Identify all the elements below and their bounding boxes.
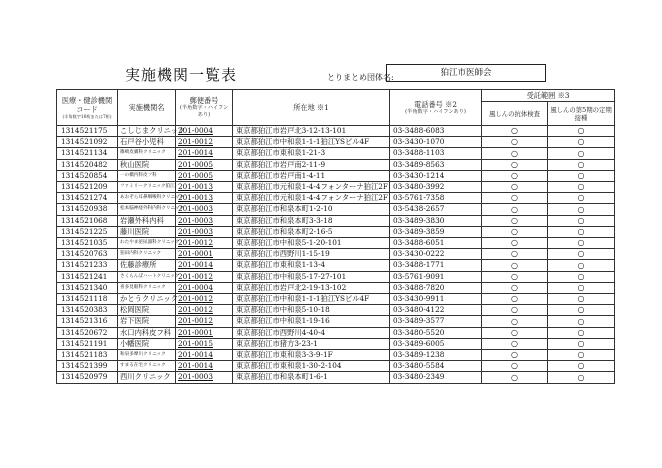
header-zip bbox=[176, 90, 233, 126]
address: 東京都狛江市東和泉1-13-4 bbox=[233, 260, 390, 271]
postal-code: 201-0014 bbox=[176, 350, 233, 361]
address: 東京都狛江市和泉本町3-3-18 bbox=[233, 215, 390, 226]
address: 東京都狛江市西野川4-40-4 bbox=[233, 327, 390, 338]
code: 1314521274 bbox=[57, 193, 118, 204]
address: 東京都狛江市西野川1-15-19 bbox=[233, 249, 390, 260]
table-row bbox=[57, 182, 615, 193]
table-row bbox=[57, 350, 615, 361]
phone-number: 03-3488-1103 bbox=[390, 148, 482, 159]
vaccination-mark: ○ bbox=[548, 361, 615, 372]
address: 東京都狛江市中和泉5-1-20-101 bbox=[233, 238, 390, 249]
table-row bbox=[57, 137, 615, 148]
postal-code: 201-0004 bbox=[176, 282, 233, 293]
vaccination-mark: ○ bbox=[548, 193, 615, 204]
table-row bbox=[57, 271, 615, 282]
table-row bbox=[57, 260, 615, 271]
address: 東京都狛江市猪方3-23-1 bbox=[233, 338, 390, 349]
table-row bbox=[57, 159, 615, 170]
antibody-test-mark: ○ bbox=[482, 327, 548, 338]
header-zip-label: 郵便番号 bbox=[189, 96, 219, 105]
phone-number: 03-3489-6005 bbox=[390, 338, 482, 349]
institution-name: かとうクリニック bbox=[118, 294, 176, 305]
postal-code: 201-0004 bbox=[176, 126, 233, 137]
institution-name: 一の橋内科皮フ科 bbox=[118, 170, 176, 181]
vaccination-mark: ○ bbox=[548, 327, 615, 338]
address: 東京都狛江市東和泉1-30-2-104 bbox=[233, 361, 390, 372]
vaccination-mark: ○ bbox=[548, 249, 615, 260]
address: 東京都狛江市岩戸南2-11-9 bbox=[233, 159, 390, 170]
antibody-test-mark: ○ bbox=[482, 126, 548, 137]
institution-name: 松岡医院 bbox=[118, 305, 176, 316]
postal-code: 201-0012 bbox=[176, 238, 233, 249]
phone-number: 03-3488-1771 bbox=[390, 260, 482, 271]
phone-number: 03-3480-4122 bbox=[390, 305, 482, 316]
vaccination-mark: ○ bbox=[548, 126, 615, 137]
table-row bbox=[57, 305, 615, 316]
address: 東京都狛江市中和泉5-17-27-101 bbox=[233, 271, 390, 282]
address: 東京都狛江市岩戸北3-12-13-101 bbox=[233, 126, 390, 137]
phone-number: 03-3488-7820 bbox=[390, 282, 482, 293]
postal-code: 201-0003 bbox=[176, 215, 233, 226]
antibody-test-mark: ○ bbox=[482, 316, 548, 327]
institution-name: 喜多見眼科クリニック bbox=[118, 282, 176, 293]
phone-number: 03-5761-9091 bbox=[390, 271, 482, 282]
address: 東京都狛江市東和泉1-21-3 bbox=[233, 148, 390, 159]
vaccination-mark: ○ bbox=[548, 204, 615, 215]
postal-code: 201-0003 bbox=[176, 226, 233, 237]
phone-number: 03-3430-1070 bbox=[390, 137, 482, 148]
table-row bbox=[57, 126, 615, 137]
postal-code: 201-0014 bbox=[176, 148, 233, 159]
vaccination-mark: ○ bbox=[548, 338, 615, 349]
code: 1314521035 bbox=[57, 238, 118, 249]
institution-name: 西川クリニック bbox=[118, 372, 176, 383]
vaccination-mark: ○ bbox=[548, 182, 615, 193]
postal-code: 201-0013 bbox=[176, 182, 233, 193]
table-row bbox=[57, 361, 615, 372]
code: 1314521340 bbox=[57, 282, 118, 293]
table-row bbox=[57, 170, 615, 181]
header-name: 実施機関名 bbox=[118, 90, 176, 126]
antibody-test-mark: ○ bbox=[482, 238, 548, 249]
code: 1314520979 bbox=[57, 372, 118, 383]
vaccination-mark: ○ bbox=[548, 305, 615, 316]
header-tel-note: (半角数字・ハイフンあり) bbox=[405, 108, 466, 115]
postal-code: 201-0012 bbox=[176, 305, 233, 316]
code: 1314521118 bbox=[57, 294, 118, 305]
address: 東京都狛江市岩戸北2-19-13-102 bbox=[233, 282, 390, 293]
code: 1314521399 bbox=[57, 361, 118, 372]
phone-number: 03-3480-5584 bbox=[390, 361, 482, 372]
header-code-note: (半角数字10桁または7桁) bbox=[62, 114, 112, 119]
table-row bbox=[57, 338, 615, 349]
antibody-test-mark: ○ bbox=[482, 305, 548, 316]
address: 東京都狛江市元和泉1-4-4フォンターナ狛江2F bbox=[233, 182, 390, 193]
institution-name: こしじまクリニック bbox=[118, 126, 176, 137]
postal-code: 201-0005 bbox=[176, 159, 233, 170]
phone-number: 03-3489-1238 bbox=[390, 350, 482, 361]
table-row bbox=[57, 327, 615, 338]
antibody-test-mark: ○ bbox=[482, 372, 548, 383]
phone-number: 03-3489-8563 bbox=[390, 159, 482, 170]
antibody-test-mark: ○ bbox=[482, 260, 548, 271]
phone-number: 03-3430-1214 bbox=[390, 170, 482, 181]
phone-number: 03-3430-0222 bbox=[390, 249, 482, 260]
phone-number: 03-3489-3859 bbox=[390, 226, 482, 237]
code: 1314521209 bbox=[57, 182, 118, 193]
address: 東京都狛江市和泉本町1-2-10 bbox=[233, 204, 390, 215]
antibody-test-mark: ○ bbox=[482, 137, 548, 148]
vaccination-mark: ○ bbox=[548, 260, 615, 271]
address: 東京都狛江市中和泉1-1-1狛江YSビル4F bbox=[233, 137, 390, 148]
institution-name: さくらんぼハートクリニック bbox=[118, 271, 176, 282]
phone-number: 03-5761-7358 bbox=[390, 193, 482, 204]
antibody-test-mark: ○ bbox=[482, 215, 548, 226]
institution-name: 岩瀬外科内科 bbox=[118, 215, 176, 226]
antibody-test-mark: ○ bbox=[482, 148, 548, 159]
postal-code: 201-0003 bbox=[176, 372, 233, 383]
phone-number: 03-3488-6083 bbox=[390, 126, 482, 137]
phone-number: 03-3480-5520 bbox=[390, 327, 482, 338]
institution-table bbox=[56, 89, 615, 384]
vaccination-mark: ○ bbox=[548, 137, 615, 148]
header-tel-label: 電話番号 ※2 bbox=[414, 99, 457, 109]
table-row bbox=[57, 204, 615, 215]
header-zip-note: (半角数字・ハイフンあり) bbox=[179, 105, 229, 118]
table-row bbox=[57, 193, 615, 204]
antibody-test-mark: ○ bbox=[482, 294, 548, 305]
phone-number: 03-3430-9911 bbox=[390, 294, 482, 305]
phone-number: 03-3480-3992 bbox=[390, 182, 482, 193]
institution-name: ファミリークリニック狛江 bbox=[118, 182, 176, 193]
institution-name: 松本脳神経外科内科クリニック bbox=[118, 204, 176, 215]
antibody-test-mark: ○ bbox=[482, 350, 548, 361]
code: 1314521233 bbox=[57, 260, 118, 271]
antibody-test-mark: ○ bbox=[482, 226, 548, 237]
institution-name: あおぞら耳鼻咽喉科クリニック bbox=[118, 193, 176, 204]
code: 1314521241 bbox=[57, 271, 118, 282]
phone-number: 03-3489-3830 bbox=[390, 215, 482, 226]
header-scope-vaccination: 風しんの第5期の定期接種 bbox=[548, 102, 615, 126]
institution-name: 佐藤診療所 bbox=[118, 260, 176, 271]
antibody-test-mark: ○ bbox=[482, 159, 548, 170]
vaccination-mark: ○ bbox=[548, 226, 615, 237]
institution-name: 石戸谷小児科 bbox=[118, 137, 176, 148]
address: 東京都狛江市元和泉1-4-4フォンターナ狛江2F bbox=[233, 193, 390, 204]
vaccination-mark: ○ bbox=[548, 170, 615, 181]
vaccination-mark: ○ bbox=[548, 271, 615, 282]
table-row bbox=[57, 238, 615, 249]
code: 1314521092 bbox=[57, 137, 118, 148]
table-row bbox=[57, 316, 615, 327]
address: 東京都狛江市和泉本町1-6-1 bbox=[233, 372, 390, 383]
code: 1314521316 bbox=[57, 316, 118, 327]
vaccination-mark: ○ bbox=[548, 372, 615, 383]
postal-code: 201-0013 bbox=[176, 193, 233, 204]
antibody-test-mark: ○ bbox=[482, 282, 548, 293]
antibody-test-mark: ○ bbox=[482, 338, 548, 349]
address: 東京都狛江市和泉本町2-16-5 bbox=[233, 226, 390, 237]
vaccination-mark: ○ bbox=[548, 350, 615, 361]
code: 1314520763 bbox=[57, 249, 118, 260]
postal-code: 201-0014 bbox=[176, 260, 233, 271]
code: 1314521191 bbox=[57, 338, 118, 349]
address: 東京都狛江市岩戸南1-4-11 bbox=[233, 170, 390, 181]
code: 1314521068 bbox=[57, 215, 118, 226]
postal-code: 201-0012 bbox=[176, 137, 233, 148]
table-row bbox=[57, 372, 615, 383]
institution-name: 小幡医院 bbox=[118, 338, 176, 349]
page-title: 実施機関一覧表 bbox=[125, 66, 238, 84]
institution-name: すまる在宅クリニック bbox=[118, 361, 176, 372]
code: 1314520383 bbox=[57, 305, 118, 316]
header-addr: 所在地 ※1 bbox=[233, 90, 390, 126]
antibody-test-mark: ○ bbox=[482, 204, 548, 215]
address: 東京都狛江市中和泉1-19-16 bbox=[233, 316, 390, 327]
vaccination-mark: ○ bbox=[548, 294, 615, 305]
phone-number: 03-3480-2349 bbox=[390, 372, 482, 383]
postal-code: 201-0001 bbox=[176, 249, 233, 260]
postal-code: 201-0001 bbox=[176, 327, 233, 338]
table-row bbox=[57, 215, 615, 226]
postal-code: 201-0012 bbox=[176, 271, 233, 282]
institution-name: 篠崎皮膚科クリニック bbox=[118, 148, 176, 159]
vaccination-mark: ○ bbox=[548, 238, 615, 249]
table-row bbox=[57, 294, 615, 305]
code: 1314520672 bbox=[57, 327, 118, 338]
institution-name: 狛田内科クリニック bbox=[118, 249, 176, 260]
org-name-field: 狛江市医師会 bbox=[386, 64, 546, 82]
header-scope: 受託範囲 ※3 bbox=[482, 90, 615, 102]
header-tel bbox=[390, 90, 482, 126]
code: 1314520938 bbox=[57, 204, 118, 215]
vaccination-mark: ○ bbox=[548, 148, 615, 159]
code: 1314521225 bbox=[57, 226, 118, 237]
postal-code: 201-0005 bbox=[176, 170, 233, 181]
vaccination-mark: ○ bbox=[548, 159, 615, 170]
code: 1314521134 bbox=[57, 148, 118, 159]
institution-name: 水口内科皮フ科 bbox=[118, 327, 176, 338]
table-row bbox=[57, 249, 615, 260]
postal-code: 201-0015 bbox=[176, 338, 233, 349]
vaccination-mark: ○ bbox=[548, 316, 615, 327]
code: 1314521175 bbox=[57, 126, 118, 137]
institution-name: 藤川医院 bbox=[118, 226, 176, 237]
antibody-test-mark: ○ bbox=[482, 249, 548, 260]
code: 1314521183 bbox=[57, 350, 118, 361]
code: 1314520482 bbox=[57, 159, 118, 170]
phone-number: 03-5438-2657 bbox=[390, 204, 482, 215]
header-scope-antibody: 風しんの抗体検査 bbox=[482, 102, 548, 126]
phone-number: 03-3488-6051 bbox=[390, 238, 482, 249]
table-row bbox=[57, 226, 615, 237]
table-row bbox=[57, 148, 615, 159]
antibody-test-mark: ○ bbox=[482, 271, 548, 282]
antibody-test-mark: ○ bbox=[482, 193, 548, 204]
institution-name: 岩下医院 bbox=[118, 316, 176, 327]
address: 東京都狛江市東和泉3-3-9-1F bbox=[233, 350, 390, 361]
vaccination-mark: ○ bbox=[548, 282, 615, 293]
institution-name: 和泉多摩川クリニック bbox=[118, 350, 176, 361]
address: 東京都狛江市中和泉1-1-1狛江YSビル4F bbox=[233, 294, 390, 305]
header-code-label: 医療・健診機関コード bbox=[61, 96, 113, 114]
antibody-test-mark: ○ bbox=[482, 182, 548, 193]
table-row bbox=[57, 282, 615, 293]
address: 東京都狛江市中和泉5-10-18 bbox=[233, 305, 390, 316]
institution-name: わたやま泌尿器科クリニック bbox=[118, 238, 176, 249]
header-code bbox=[57, 90, 118, 126]
institution-name: 秋山医院 bbox=[118, 159, 176, 170]
antibody-test-mark: ○ bbox=[482, 361, 548, 372]
vaccination-mark: ○ bbox=[548, 215, 615, 226]
code: 1314520854 bbox=[57, 170, 118, 181]
postal-code: 201-0014 bbox=[176, 361, 233, 372]
postal-code: 201-0012 bbox=[176, 294, 233, 305]
antibody-test-mark: ○ bbox=[482, 170, 548, 181]
postal-code: 201-0003 bbox=[176, 204, 233, 215]
postal-code: 201-0012 bbox=[176, 316, 233, 327]
org-label: とりまとめ団体名: bbox=[327, 73, 394, 82]
phone-number: 03-3489-3577 bbox=[390, 316, 482, 327]
